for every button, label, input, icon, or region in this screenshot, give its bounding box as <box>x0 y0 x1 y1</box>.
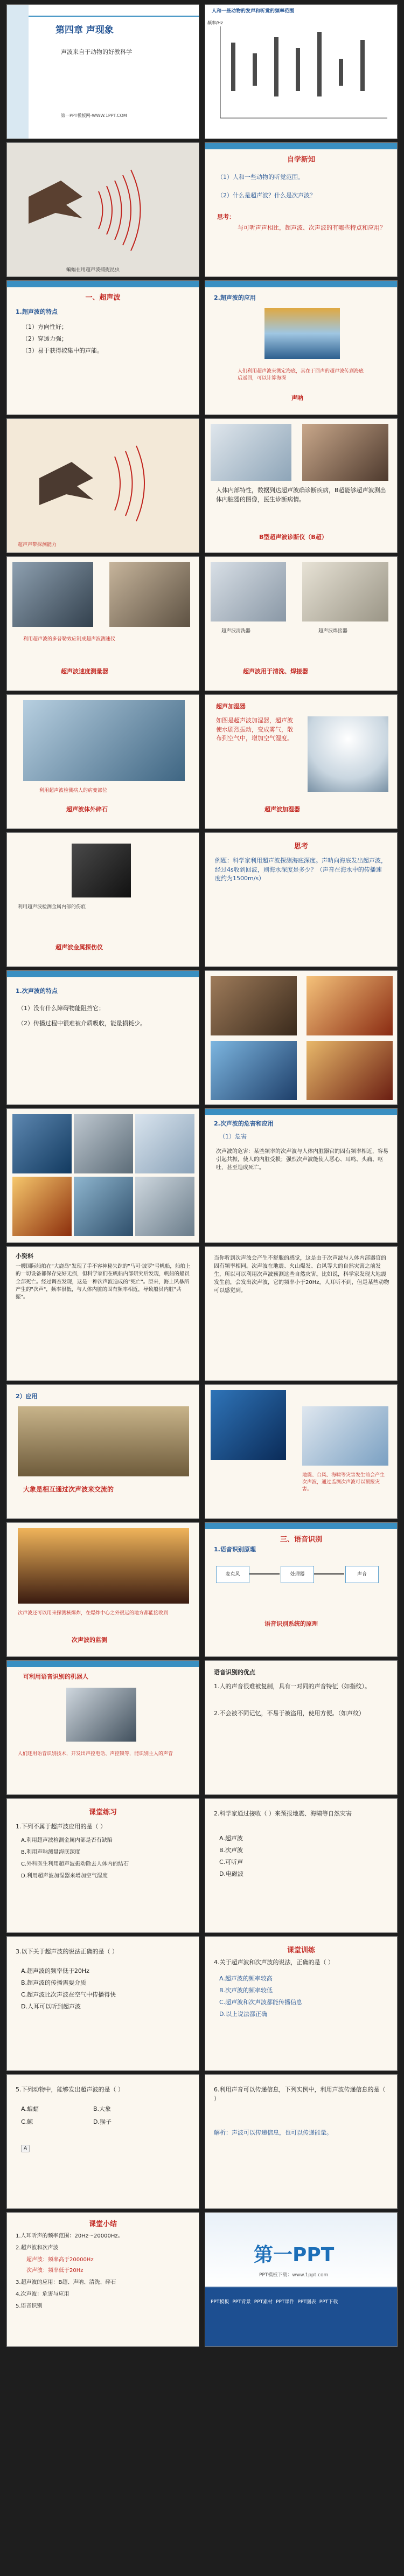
slide-heading: 课堂小结 <box>88 2220 117 2228</box>
flow-arrow <box>314 1573 344 1574</box>
section-subheading: 2）应用 <box>16 1393 38 1400</box>
option-a[interactable]: A.超声波 <box>219 1835 243 1842</box>
section-subheading: 1.超声波的特点 <box>16 308 58 315</box>
police-photo <box>12 562 93 627</box>
flaw-label: 超声波金属探伤仪 <box>55 944 103 951</box>
slide-33-summary[interactable] <box>6 2212 199 2347</box>
ppt-subtitle: PPT模板下载：www.1ppt.com <box>259 2273 329 2278</box>
nuclear-label: 次声波的监测 <box>72 1636 107 1643</box>
section-heading: 2.次声波的危害和应用 <box>214 1120 274 1127</box>
question-2: （2）什么是超声波？什么是次声波？ <box>217 192 316 199</box>
slide-20-infrasound-text[interactable] <box>205 1246 398 1381</box>
sonar-caption: 人们利用超声波来测定海底，其在于回声的超声波传到海底后返回，可以计算海深 <box>238 369 364 381</box>
question: 2.科学家通过接收（ ）来预报地震、海啸等自然灾害 <box>214 1810 352 1817</box>
sonar-label: 声呐 <box>291 395 303 402</box>
advantage-2: 2.不会被不同记忆，不易于被盗用，使用方便。（如声纹） <box>214 1710 365 1717</box>
wave-art-photo <box>211 1390 286 1460</box>
cleaning-label: 超声波用于清洗、焊接器 <box>243 668 308 675</box>
wave-photo <box>74 1177 133 1236</box>
humidifier-label: 超声波加湿器 <box>264 806 300 813</box>
speed-gun-photo <box>109 562 190 627</box>
slide-heading: 自学新知 <box>287 156 315 164</box>
advantage-1: 1.人的声音很难被复制，具有一对同的声音特征（如指纹）。 <box>214 1683 371 1690</box>
fire-photo <box>12 1177 72 1236</box>
option-b[interactable]: B.利用声呐测量海底深度 <box>21 1849 81 1855</box>
ultrasound-image <box>302 424 388 481</box>
bat-photo <box>7 419 199 553</box>
earthquake-photo <box>211 976 297 1035</box>
chart-title: 人和一些动物的发声和听觉的频率范围 <box>212 9 295 14</box>
section-subheading: 2.超声波的应用 <box>214 294 256 301</box>
slide-18-infrasound-hazards[interactable] <box>205 1108 398 1243</box>
lithotripsy-caption: 利用超声波检测病人的病变部位 <box>39 788 108 793</box>
tornado-photo <box>74 1114 133 1173</box>
humidifier-text: 如图是超声波加湿器，超声波使水剧烈振动，变成雾气，散布到空气中，增加空气湿度。 <box>216 717 293 742</box>
top-bar <box>205 143 397 149</box>
summary-item: 4.次声波：危害与应用 <box>16 2291 69 2297</box>
box-processor: 处理器 <box>281 1566 314 1583</box>
slide-31-practice-5[interactable] <box>6 2074 199 2209</box>
slide-7-bat-photo[interactable] <box>6 418 199 553</box>
slide-34-ending[interactable] <box>205 2212 398 2347</box>
ppt-logo: 第一PPT <box>254 2244 335 2266</box>
top-bar <box>205 281 397 287</box>
slide-2-frequency-chart[interactable] <box>205 4 398 139</box>
slide-27-practice-1[interactable] <box>6 1798 199 1933</box>
summary-item: 次声波：频率低于20Hz <box>26 2268 83 2274</box>
slide-4-self-study[interactable] <box>205 142 398 277</box>
option-b[interactable]: B.次声波 <box>219 1847 243 1854</box>
option-b[interactable]: B.超声波的传播需要介质 <box>21 1979 87 1986</box>
top-bar <box>7 971 199 977</box>
question: 4.关于超声波和次声波的说法，正确的是（ ） <box>214 1959 334 1966</box>
slide-21-elephants[interactable] <box>6 1384 199 1519</box>
slide-heading: 超声加湿器 <box>216 703 246 710</box>
nuclear-photo <box>307 1041 393 1100</box>
sonar-photo <box>264 308 340 359</box>
bat-icon <box>29 181 82 224</box>
chapter-title: 第四章 声现象 <box>55 25 114 36</box>
humidifier-photo <box>308 716 388 792</box>
summary-item: 超声波：频率高于20000Hz <box>26 2257 94 2263</box>
info-text: 一艘国际船舶在"大鹿岛"发现了手不容神秘失踪的"马可·波罗"号帆船，船舶上的一切设备都保存完好无损，但科学家们在帆船内部研究后发现，帆船的船员全部死亡。经过调查发现，这是一种次声波造成的"死亡"。原来，海上风暴所产生的"次声"，频率很低，与人体内脏的固有频率相近，导致船员内脏"共振"。 <box>16 1263 191 1300</box>
section-subheading: 1.次声波的特点 <box>16 987 58 995</box>
slide-11-lithotripsy[interactable] <box>6 694 199 829</box>
footer-link[interactable]: PPT背景 <box>232 2299 251 2305</box>
answer-text: 解析：声波可以传递信息，也可以传递能量。 <box>214 2129 332 2136</box>
robot-caption: 可利用语音识别的机器人 <box>23 1673 88 1680</box>
lightning-photo <box>135 1114 194 1173</box>
slide-23-nuclear[interactable] <box>6 1522 199 1657</box>
bat-icon <box>39 462 93 505</box>
b-ultrasound-text: 人体内部特性，数据到达超声波确诊断疾病，B超能够超声波测出体内脏器的图像，医生诊断病情。 <box>216 487 386 503</box>
question: 1.下列不属于超声波应用的是（ ） <box>16 1823 106 1830</box>
mountain-photo <box>135 1177 194 1236</box>
feature-3: （3）易于获得较集中的声能。 <box>22 347 103 354</box>
tsunami-photo <box>211 1041 297 1100</box>
question: 3.以下关于超声波的说法正确的是（ ） <box>16 1948 118 1955</box>
slide-10-cleaning[interactable] <box>205 556 398 691</box>
slide-26-advantages[interactable] <box>205 1660 398 1795</box>
option-b[interactable]: B.次声波的频率较低 <box>219 1987 273 1994</box>
option-b[interactable]: B.大象 <box>93 2105 112 2112</box>
elephants-label: 大象是相互通过次声波来交流的 <box>23 1486 114 1493</box>
section-subheading: （1）危害 <box>219 1133 247 1140</box>
footer-link[interactable]: PPT课件 <box>276 2299 295 2305</box>
infrasound-text: 当你听到次声波会产生不舒服的感觉，这是由于次声波与人体内部器官的固有频率相同。次声波在地震、火山爆发、台风等大的自然灾害之前发生，所以可以利用次声波预测这些自然灾害。比如说，科学家发现大地震发生前，会发出次声波，它的频率小于20Hz，人耳听不到，但是某些动物可以感觉到。 <box>214 1255 389 1294</box>
explosion-photo <box>18 1528 189 1604</box>
slide-8-b-ultrasound[interactable] <box>205 418 398 553</box>
slide-6-sonar[interactable] <box>205 280 398 415</box>
slide-3-bat[interactable] <box>6 142 199 277</box>
footer-link[interactable]: PPT下载 <box>319 2299 338 2305</box>
feature-2: （2）穿透力强； <box>22 335 67 342</box>
slide-1-cover[interactable] <box>6 4 199 139</box>
slide-22-monitoring[interactable] <box>205 1384 398 1519</box>
welder-caption: 超声波焊接器 <box>318 629 348 634</box>
option-d[interactable]: D.猴子 <box>93 2118 112 2125</box>
summary-item: 1.人耳听声的频率范围：20Hz～20000Hz。 <box>16 2233 123 2239</box>
range-bar <box>339 59 343 86</box>
flaw-detector-photo <box>72 844 131 897</box>
cleaner-caption: 超声波清洗器 <box>221 629 251 634</box>
box-microphone: 麦克风 <box>216 1566 249 1583</box>
summary-item: 2.超声波和次声波 <box>16 2245 59 2251</box>
monitoring-caption: 地震、台风、海啸等灾害发生前会产生次声波，通过监测次声波可以预报灾害。 <box>302 1473 385 1492</box>
cover-side-stripe <box>7 5 29 139</box>
option-c[interactable]: C.可听声 <box>219 1859 243 1866</box>
speed-caption: 利用超声波的多普勒效应制成超声波测速仪 <box>23 637 116 642</box>
lithotripsy-label: 超声波体外碎石 <box>66 806 108 813</box>
welder-photo <box>302 562 388 621</box>
slide-5-ultrasound-features[interactable] <box>6 280 199 415</box>
question: 6.利用声音可以传递信息，下列实例中，利用声波传递信息的是（ ） <box>214 2086 386 2102</box>
range-bars <box>231 32 365 96</box>
diagram-label: 语音识别系统的原理 <box>264 1620 318 1627</box>
option-d[interactable]: D.电磁波 <box>219 1870 243 1877</box>
footer-links <box>211 2299 392 2306</box>
summary-item: 3.超声波的应用：B超、声呐、清洗、碎石 <box>16 2280 116 2285</box>
hazard-text: 次声波的危害：某些频率的次声波与人体内脏器官的固有频率相近，容易引起共振，使人的内脏受损；强烈次声波能使人恶心、耳鸣、头痛、呕吐，甚至造成死亡。 <box>216 1149 388 1171</box>
hospital-photo <box>211 424 291 481</box>
option-a[interactable]: A.超声波的频率低于20Hz <box>21 1967 89 1974</box>
volcano-photo <box>307 976 393 1035</box>
range-bar <box>360 40 365 91</box>
think-label: 思考： <box>217 213 235 220</box>
slide-heading: 语音识别的优点 <box>214 1669 255 1676</box>
slide-19-info[interactable] <box>6 1246 199 1381</box>
slide-heading: 课堂训练 <box>287 1946 315 1955</box>
slide-17-infrasound-sources[interactable] <box>6 1108 199 1243</box>
option-d[interactable]: D.利用超声波加湿器来增加空气湿度 <box>21 1873 108 1879</box>
satellite-photo <box>302 1406 388 1466</box>
slide-heading: 课堂练习 <box>88 1808 117 1817</box>
bat-caption: 蝙蝠在用超声波捕捉昆虫 <box>66 267 120 273</box>
section-subheading: 1.语音识别原理 <box>214 1546 256 1553</box>
slide-28-practice-2[interactable] <box>205 1798 398 1933</box>
option-c[interactable]: C.外科医生利用超声波振动除去人体内的结石 <box>21 1861 129 1867</box>
chapter-subtitle: 声波来自于动物的好教科学 <box>61 49 132 56</box>
footer-link[interactable]: PPT素材 <box>254 2299 273 2305</box>
slide-15-infrasound-features[interactable] <box>6 970 199 1105</box>
answer-button[interactable]: A <box>21 2145 30 2152</box>
range-bar <box>253 53 257 86</box>
option-d[interactable]: D.以上说法都正确 <box>219 2011 267 2018</box>
slide-12-humidifier[interactable] <box>205 694 398 829</box>
sound-waves <box>99 170 141 251</box>
top-bar <box>7 281 199 287</box>
summary-item: 5.语音识别 <box>16 2303 43 2309</box>
box-sound: 声音 <box>345 1566 379 1583</box>
flow-arrow <box>249 1573 280 1574</box>
cover-line <box>29 16 199 17</box>
bat-caption: 超声声带探测能力 <box>18 542 57 548</box>
feature-1: （1）没有什么障碍物能阻挡它； <box>18 1005 105 1012</box>
slide-heading: 一、超声波 <box>85 294 121 302</box>
range-bar <box>274 37 278 96</box>
footer-link[interactable]: PPT模板 <box>211 2299 229 2305</box>
slide-30-training[interactable] <box>205 1936 398 2071</box>
slide-25-robot[interactable] <box>6 1660 199 1795</box>
frequency-range-diagram <box>210 21 393 123</box>
site-url: 第一PPT模板网-WWW.1PPT.COM <box>61 113 127 118</box>
slide-heading: 思考 <box>294 842 308 851</box>
feature-1: （1）方向性好； <box>22 323 67 330</box>
think-example: 例题：科学家利用超声波探测海底深度。声呐向海底发出超声波，经过4s收到回波，则海水深度是多少？（声音在海水中的传播速度约为1500m/s） <box>215 857 387 882</box>
feature-2: （2）传播过程中很难被介质吸收，能量损耗少。 <box>18 1020 146 1027</box>
think-text: 与可听声声相比，超声波、次声波的有哪些特点和应用？ <box>238 224 386 231</box>
option-a[interactable]: A.超声波的频率较高 <box>219 1975 273 1982</box>
top-bar <box>205 1109 397 1115</box>
range-bar <box>317 32 322 96</box>
slide-29-practice-3[interactable] <box>6 1936 199 2071</box>
option-a[interactable]: A.利用超声波检测金属内部是否有缺陷 <box>21 1838 113 1843</box>
question-1: （1）人和一些动物的听觉范围。 <box>217 174 304 181</box>
question: 5.下列动物中，能够发出超声波的是（ ） <box>16 2086 124 2093</box>
lithotripsy-photo <box>23 700 185 781</box>
speed-label: 超声波速度测量器 <box>61 668 108 675</box>
robot-text: 人们还用语音识别技术，开发出声控电话、声控锁等，能识别主人的声音 <box>18 1751 173 1757</box>
slide-16-disasters[interactable] <box>205 970 398 1105</box>
range-bar <box>296 48 300 91</box>
y-axis-label: 频率/Hz <box>207 20 223 25</box>
option-c[interactable]: C.超声波和次声波都能传播信息 <box>219 1999 303 2006</box>
range-bar <box>231 43 235 91</box>
robot-photo <box>66 1688 136 1742</box>
slide-13-flaw-detector[interactable] <box>6 832 199 967</box>
elephants-photo <box>18 1406 189 1476</box>
info-title: 小资料 <box>16 1253 33 1260</box>
footer-link[interactable]: PPT图表 <box>297 2299 316 2305</box>
slide-24-speech-recognition[interactable] <box>205 1522 398 1657</box>
option-c[interactable]: C.鲸 <box>21 2118 33 2125</box>
bat-illustration <box>7 143 199 277</box>
cleaner-photo <box>211 562 286 621</box>
slide-heading: 三、语音识别 <box>280 1536 322 1544</box>
slide-9-speed-detector[interactable] <box>6 556 199 691</box>
slide-32-practice-6[interactable] <box>205 2074 398 2209</box>
option-a[interactable]: A.蝙蝠 <box>21 2105 39 2112</box>
flaw-caption: 利用超声波检测金属内部的伤痕 <box>18 904 86 910</box>
b-ultrasound-label: B型超声波诊断仪（B超） <box>259 534 328 541</box>
option-d[interactable]: D.人耳可以听到超声波 <box>21 2003 81 2010</box>
top-bar <box>205 1523 397 1529</box>
nuclear-caption: 次声波还可以用来探测核爆炸，在爆炸中心之外很远的地方都能接收到 <box>18 1611 169 1616</box>
storm-photo <box>12 1114 72 1173</box>
top-bar <box>7 1661 199 1667</box>
slide-14-think[interactable] <box>205 832 398 967</box>
option-c[interactable]: C.超声波比次声波在空气中传播得快 <box>21 1991 116 1998</box>
